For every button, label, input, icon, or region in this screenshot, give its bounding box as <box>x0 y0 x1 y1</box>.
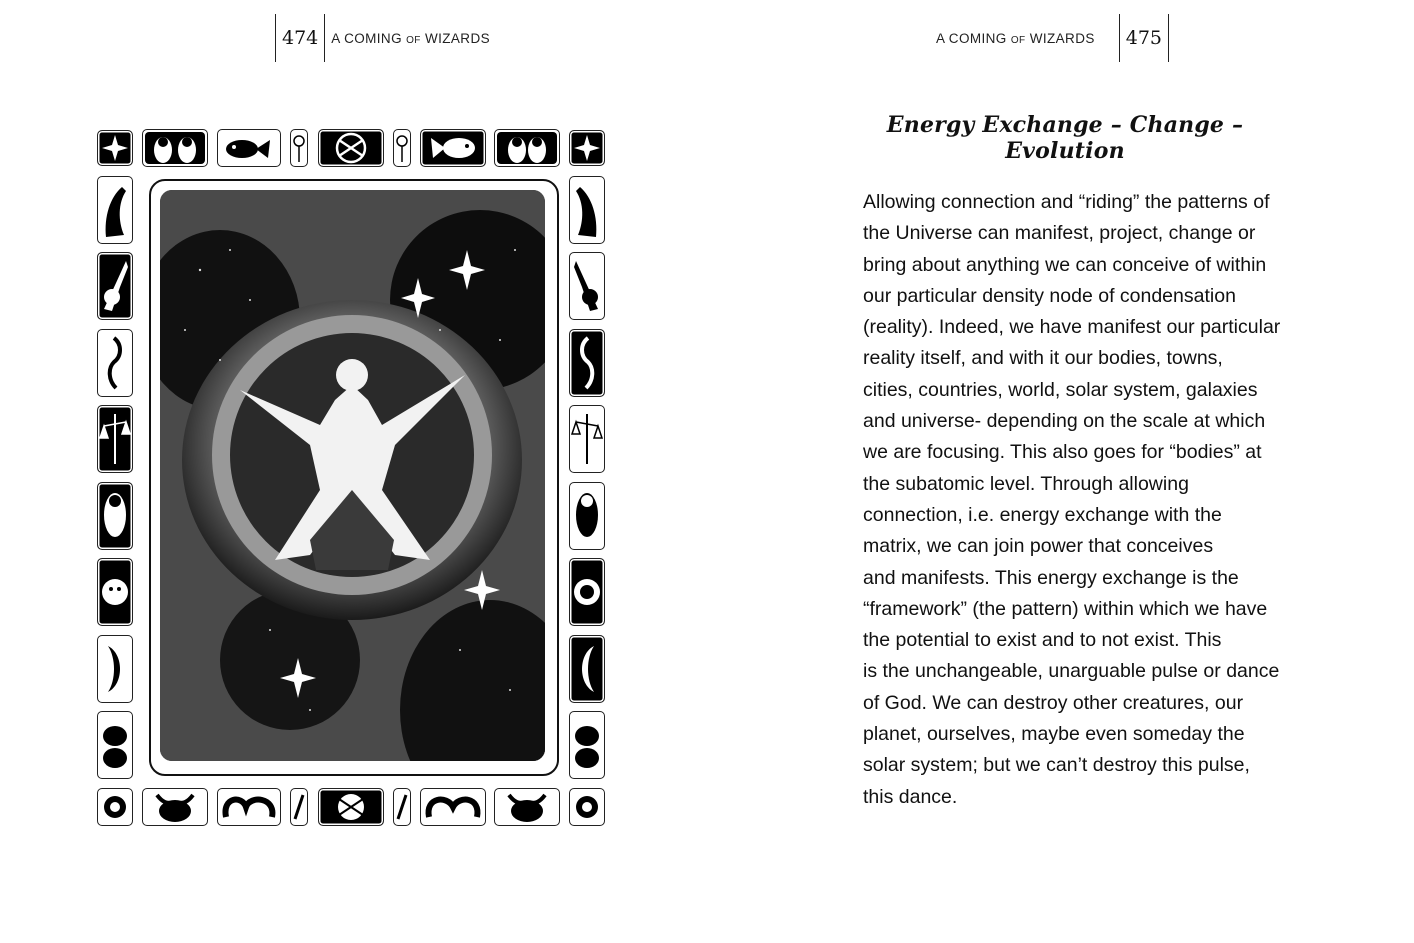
capricorn-icon <box>97 176 133 244</box>
body-line: planet, ourselves, maybe even someday the <box>863 723 1245 746</box>
rose-icon <box>393 129 411 167</box>
cancer-icon <box>97 635 133 703</box>
body-paragraph <box>863 187 1281 813</box>
right-running-header <box>930 14 1169 62</box>
card-artwork <box>160 190 545 761</box>
sagittarius-icon <box>97 252 133 320</box>
body-line: this dance. <box>863 785 958 808</box>
leo-icon <box>569 558 605 626</box>
sagittarius-icon <box>569 252 605 320</box>
leo-icon <box>97 558 133 626</box>
body-line: reality itself, and with it our bodies, towns, <box>863 347 1223 370</box>
section-heading: Energy Exchange – Change – Evolution <box>886 112 1244 164</box>
aries-icon <box>217 788 281 826</box>
body-line: connection, i.e. energy exchange with the <box>863 503 1222 526</box>
sun-icon <box>569 788 605 826</box>
body-line: “framework” (the pattern) within which we have <box>863 597 1268 620</box>
body-line: our particular density node of condensation <box>863 284 1236 307</box>
rose-icon <box>393 788 411 826</box>
vitruvian-sun-icon <box>318 788 384 826</box>
body-line: is the unchangeable, unarguable pulse or dance <box>863 660 1280 683</box>
libra-icon <box>97 405 133 473</box>
left-page-number: 474 <box>275 14 325 62</box>
body-line: (reality). Indeed, we have manifest our particular <box>863 316 1281 339</box>
right-page-number: 475 <box>1119 14 1169 62</box>
gemini-icon <box>494 129 560 167</box>
taurus-icon <box>97 711 133 779</box>
star-icon <box>569 130 605 166</box>
left-running-header <box>275 14 496 62</box>
scorpio-icon <box>97 329 133 397</box>
body-line: Allowing connection and “riding” the patterns of <box>863 191 1270 213</box>
libra-icon <box>569 405 605 473</box>
body-line: cities, countries, world, solar system, galaxies <box>863 378 1258 401</box>
virgo-icon <box>569 482 605 550</box>
body-line: solar system; but we can’t destroy this pulse, <box>863 754 1250 777</box>
pisces-icon <box>420 129 486 167</box>
vitruvian-circle-icon <box>318 129 384 167</box>
left-running-title: A COMING OF WIZARDS <box>331 30 491 46</box>
virgo-icon <box>97 482 133 550</box>
taurus-icon <box>494 788 560 826</box>
body-line: and manifests. This energy exchange is the <box>863 566 1239 589</box>
body-line: the Universe can manifest, project, change or <box>863 222 1256 245</box>
body-line: the potential to exist and to not exist. This <box>863 629 1222 652</box>
sun-icon <box>97 788 133 826</box>
cancer-icon <box>569 635 605 703</box>
aries-icon <box>420 788 486 826</box>
body-line: matrix, we can join power that conceives <box>863 535 1214 558</box>
body-line: bring about anything we can conceive of within <box>863 253 1267 276</box>
pisces-icon <box>217 129 281 167</box>
taurus-icon <box>142 788 208 826</box>
body-line: we are focusing. This also goes for “bodies” at <box>863 441 1262 464</box>
body-line: and universe- depending on the scale at which <box>863 410 1266 433</box>
rose-icon <box>290 129 308 167</box>
star-icon <box>97 130 133 166</box>
capricorn-icon <box>569 176 605 244</box>
body-line: of God. We can destroy other creatures, our <box>863 691 1244 714</box>
rose-icon <box>290 788 308 826</box>
scorpio-icon <box>569 329 605 397</box>
taurus-icon <box>569 711 605 779</box>
body-line: the subatomic level. Through allowing <box>863 472 1189 495</box>
gemini-icon <box>142 129 208 167</box>
right-running-title: A COMING OF WIZARDS <box>936 30 1095 46</box>
